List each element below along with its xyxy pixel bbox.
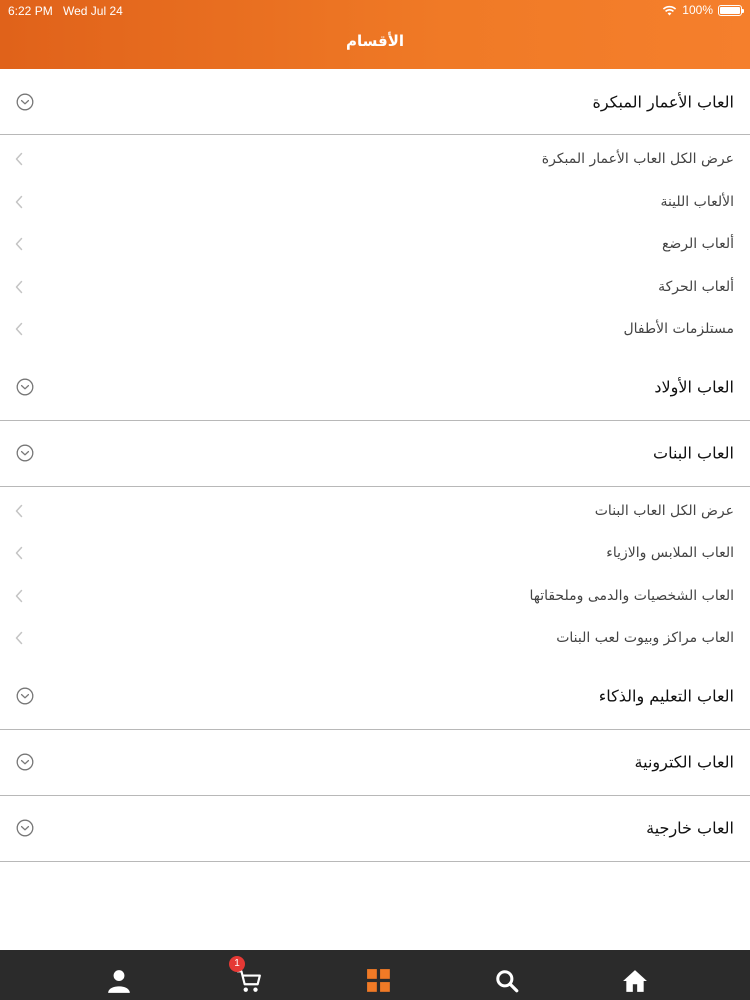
- subcategory-row[interactable]: [0, 575, 750, 618]
- page-title: الأقسام: [345, 32, 405, 50]
- chevron-down-circle-icon: [16, 819, 34, 837]
- chevron-left-icon: [14, 589, 24, 603]
- category-label: العاب خارجية: [646, 818, 734, 838]
- subcategory-row[interactable]: [0, 181, 750, 224]
- app-header: [0, 0, 750, 69]
- chevron-left-icon: [14, 195, 24, 209]
- wifi-icon: [662, 5, 677, 16]
- category-row[interactable]: [0, 730, 750, 796]
- chevron-left-icon: [14, 631, 24, 645]
- category-row[interactable]: [0, 355, 750, 421]
- category-label: العاب الكترونية: [634, 752, 734, 772]
- subcategory-row[interactable]: [0, 266, 750, 309]
- status-bar: [0, 0, 750, 22]
- subcategory-label: العاب الشخصيات والدمى وملحقاتها: [529, 587, 734, 604]
- subcategory-label: العاب مراكز وبيوت لعب البنات: [556, 630, 734, 647]
- category-label: العاب الأعمار المبكرة: [592, 92, 734, 111]
- chevron-down-circle-icon: [16, 444, 34, 462]
- category-label: العاب البنات: [653, 443, 734, 463]
- subcategory-row[interactable]: [0, 223, 750, 266]
- status-right: [662, 3, 742, 17]
- chevron-left-icon: [14, 546, 24, 560]
- subcategory-label: ألعاب الرضع: [661, 236, 734, 253]
- status-time: 6:22 PM: [8, 4, 53, 18]
- chevron-down-circle-icon: [16, 753, 34, 771]
- subcategory-label: عرض الكل العاب الأعمار المبكرة: [541, 151, 734, 168]
- chevron-down-circle-icon: [16, 378, 34, 396]
- battery-percent: 100%: [682, 3, 713, 17]
- subcategory-label: ألعاب الحركة: [658, 278, 734, 295]
- home-icon: [622, 968, 648, 994]
- subcategory-label: مستلزمات الأطفال: [623, 321, 734, 338]
- battery-icon: [718, 5, 742, 16]
- bottom-tab-bar: [0, 950, 750, 1000]
- search-tab[interactable]: [494, 968, 520, 994]
- categories-icon: [366, 968, 392, 994]
- category-row[interactable]: [0, 69, 750, 135]
- subcategory-row[interactable]: [0, 308, 750, 351]
- home-tab[interactable]: [622, 968, 648, 994]
- category-row[interactable]: [0, 664, 750, 730]
- chevron-left-icon: [14, 152, 24, 166]
- cart-badge: 1: [229, 956, 245, 972]
- category-row[interactable]: [0, 796, 750, 862]
- category-row[interactable]: [0, 421, 750, 487]
- cart-icon: [236, 968, 262, 994]
- chevron-left-icon: [14, 280, 24, 294]
- subcategory-row[interactable]: [0, 490, 750, 533]
- chevron-left-icon: [14, 322, 24, 336]
- category-label: العاب الأولاد: [654, 377, 734, 397]
- subcategory-list: [0, 135, 750, 355]
- subcategory-row[interactable]: [0, 138, 750, 181]
- chevron-down-circle-icon: [16, 93, 34, 111]
- category-label: العاب التعليم والذكاء: [598, 686, 734, 706]
- status-date: Wed Jul 24: [63, 4, 123, 18]
- category-list: [0, 69, 750, 862]
- search-icon: [494, 968, 520, 994]
- subcategory-row[interactable]: [0, 532, 750, 575]
- profile-icon: [106, 968, 132, 994]
- subcategory-list: [0, 487, 750, 664]
- categories-tab[interactable]: [366, 968, 392, 994]
- chevron-left-icon: [14, 504, 24, 518]
- profile-tab[interactable]: [106, 968, 132, 994]
- subcategory-label: عرض الكل العاب البنات: [594, 502, 734, 519]
- subcategory-label: الألعاب اللينة: [660, 193, 734, 210]
- subcategory-label: العاب الملابس والازياء: [606, 545, 734, 562]
- subcategory-row[interactable]: [0, 617, 750, 660]
- cart-tab[interactable]: [234, 958, 262, 994]
- chevron-left-icon: [14, 237, 24, 251]
- chevron-down-circle-icon: [16, 687, 34, 705]
